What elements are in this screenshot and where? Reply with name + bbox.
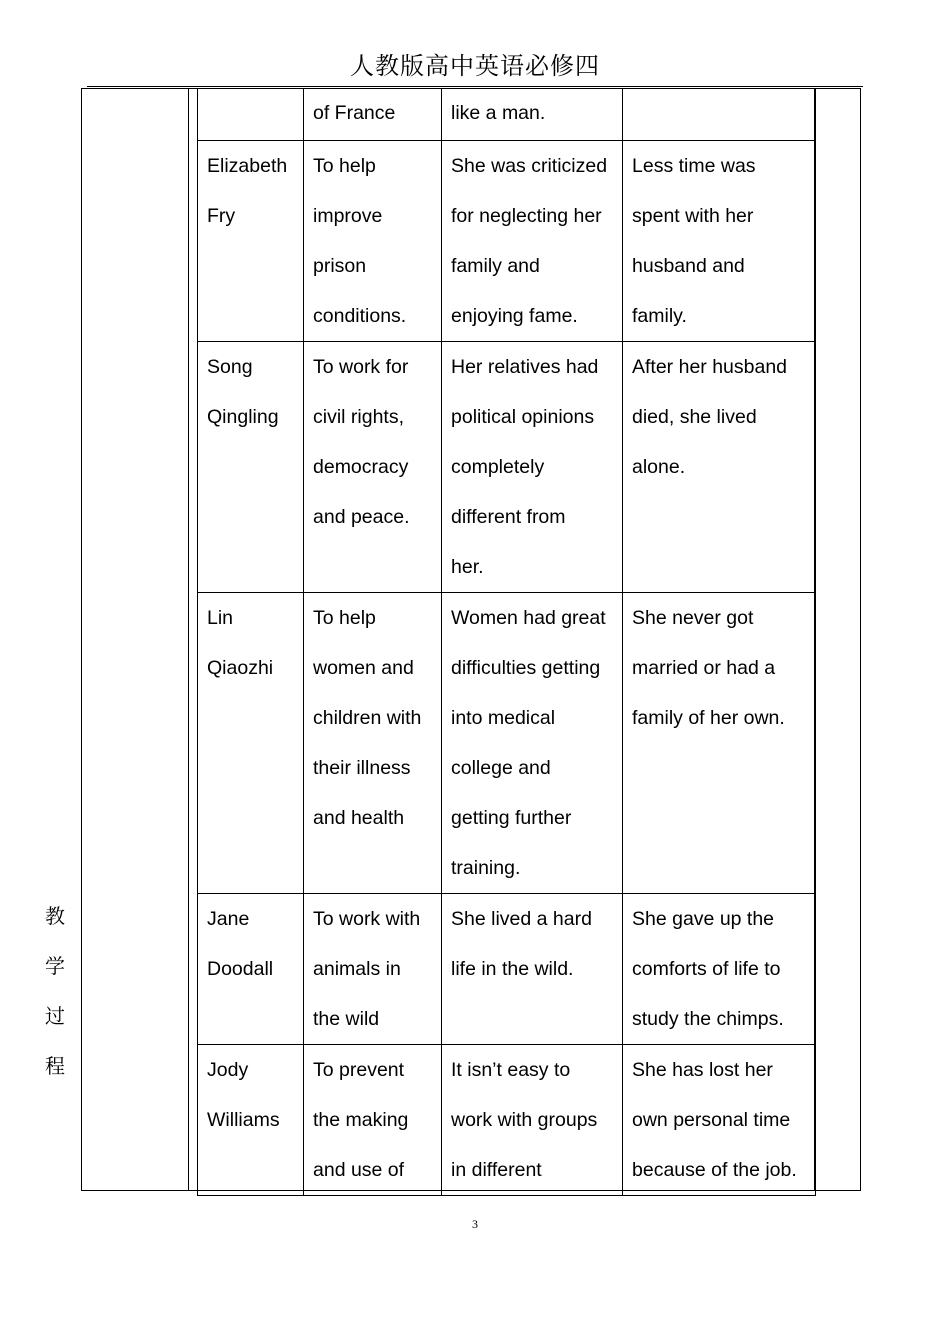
cell-text-line: Qiaozhi [207,656,274,679]
cell-text-line: and health [313,806,405,829]
cell-text-line: family and [451,254,540,277]
cell-text-line: After her husband [632,355,788,378]
section-label-column [82,89,189,1190]
sacrifice-cell [623,140,816,341]
page-number: 3 [472,1217,478,1231]
cell-text-line: in different [451,1158,542,1181]
cell-text-line: She was criticized [451,154,608,177]
cell-text-line: To prevent [313,1058,405,1081]
cell-text-line: civil rights, [313,405,405,428]
cell-text-line: To help [313,154,376,177]
cell-text-line: improve [313,204,383,227]
cell-text-line: of France [313,102,396,124]
sacrifice-cell [623,1044,816,1195]
cell-text-line: and use of [313,1158,405,1181]
difficulty-cell [442,341,623,592]
cell-text-line: Fry [207,204,236,227]
cell-text-line: own personal time [632,1108,791,1131]
cell-text-line: Jody [207,1058,249,1081]
cell-text-line: democracy [313,455,409,478]
cell-text-line: her. [451,555,484,578]
women-achievements-table [197,88,816,1196]
cell-text-line: married or had a [632,656,776,679]
person-name-cell [198,341,304,592]
cell-text-line: life in the wild. [451,957,574,980]
section-label-char: 程 [45,1054,65,1078]
page-header-title: 人教版高中英语必修四 [350,52,600,80]
cell-text-line: She gave up the [632,907,775,930]
cell-text-line: conditions. [313,304,407,327]
person-name-cell [198,1044,304,1195]
goal-cell [304,140,442,341]
cell-text-line: To work for [313,355,409,378]
cell-text-line: completely [451,455,545,478]
cell-text-line: died, she lived [632,405,757,428]
cell-text-line: She has lost her [632,1058,773,1081]
cell-text-line: family of her own. [632,706,785,729]
difficulty-cell [442,592,623,893]
cell-text-line: enjoying fame. [451,304,578,327]
table-row [198,341,816,592]
cell-text-line: like a man. [451,102,546,124]
goal-cell [304,1044,442,1195]
cell-text-line: spent with her [632,204,754,227]
cell-text-line: training. [451,856,521,879]
difficulty-cell [442,893,623,1044]
cell-text-line: political opinions [451,405,595,428]
cell-text-line: family. [632,304,687,327]
table-row [198,1044,816,1195]
sacrifice-cell [623,592,816,893]
cell-text-line: work with groups [451,1108,598,1131]
cell-text-line: It isn’t easy to [451,1058,571,1081]
cell-text-line: the wild [313,1007,380,1030]
cell-text-line: for neglecting her [451,204,602,227]
cell-text-line: Jane [207,907,250,930]
cell-text-line: Less time was [632,154,756,177]
cell-text-line: their illness [313,756,411,779]
goal-cell [304,592,442,893]
goal-cell [304,88,442,140]
cell-text-line: getting further [451,806,572,829]
cell-text-line: Elizabeth [207,154,288,177]
table-row [198,592,816,893]
cell-text-line: children with [313,706,422,729]
sacrifice-cell [623,893,816,1044]
section-label-char: 过 [45,1004,65,1028]
person-name-cell [198,88,304,140]
section-label-char: 教 [45,904,65,928]
table-row [198,140,816,341]
cell-text-line: To work with [313,907,421,930]
cell-text-line: She lived a hard [451,907,592,930]
person-name-cell [198,140,304,341]
cell-text-line: and peace. [313,505,410,528]
cell-text-line: study the chimps. [632,1007,784,1030]
cell-text-line: Her relatives had [451,355,599,378]
difficulty-cell [442,88,623,140]
cell-text-line: the making [313,1108,409,1131]
sacrifice-cell [623,88,816,140]
cell-text-line: different from [451,505,566,528]
goal-cell [304,341,442,592]
cell-text-line: prison [313,254,367,277]
cell-text-line: To help [313,606,376,629]
difficulty-cell [442,140,623,341]
table-row [198,88,816,140]
person-name-cell [198,592,304,893]
cell-text-line: Lin [207,606,234,629]
cell-text-line: Song [207,355,253,378]
difficulty-cell [442,1044,623,1195]
right-margin-column [814,89,860,1190]
cell-text-line: alone. [632,455,686,478]
cell-text-line: husband and [632,254,745,277]
goal-cell [304,893,442,1044]
cell-text-line: into medical [451,706,556,729]
cell-text-line: Williams [207,1108,280,1131]
section-label-char: 学 [45,954,65,978]
cell-text-line: animals in [313,957,401,980]
person-name-cell [198,893,304,1044]
table-row [198,893,816,1044]
cell-text-line: comforts of life to [632,957,781,980]
cell-text-line: Doodall [207,957,274,980]
cell-text-line: Qingling [207,405,279,428]
cell-text-line: women and [313,656,414,679]
cell-text-line: Women had great [451,606,606,629]
header-divider [87,86,863,87]
section-label [40,891,70,1091]
cell-text-line: because of the job. [632,1158,797,1181]
sacrifice-cell [623,341,816,592]
cell-text-line: difficulties getting [451,656,601,679]
cell-text-line: She never got [632,606,754,629]
cell-text-line: college and [451,756,551,779]
